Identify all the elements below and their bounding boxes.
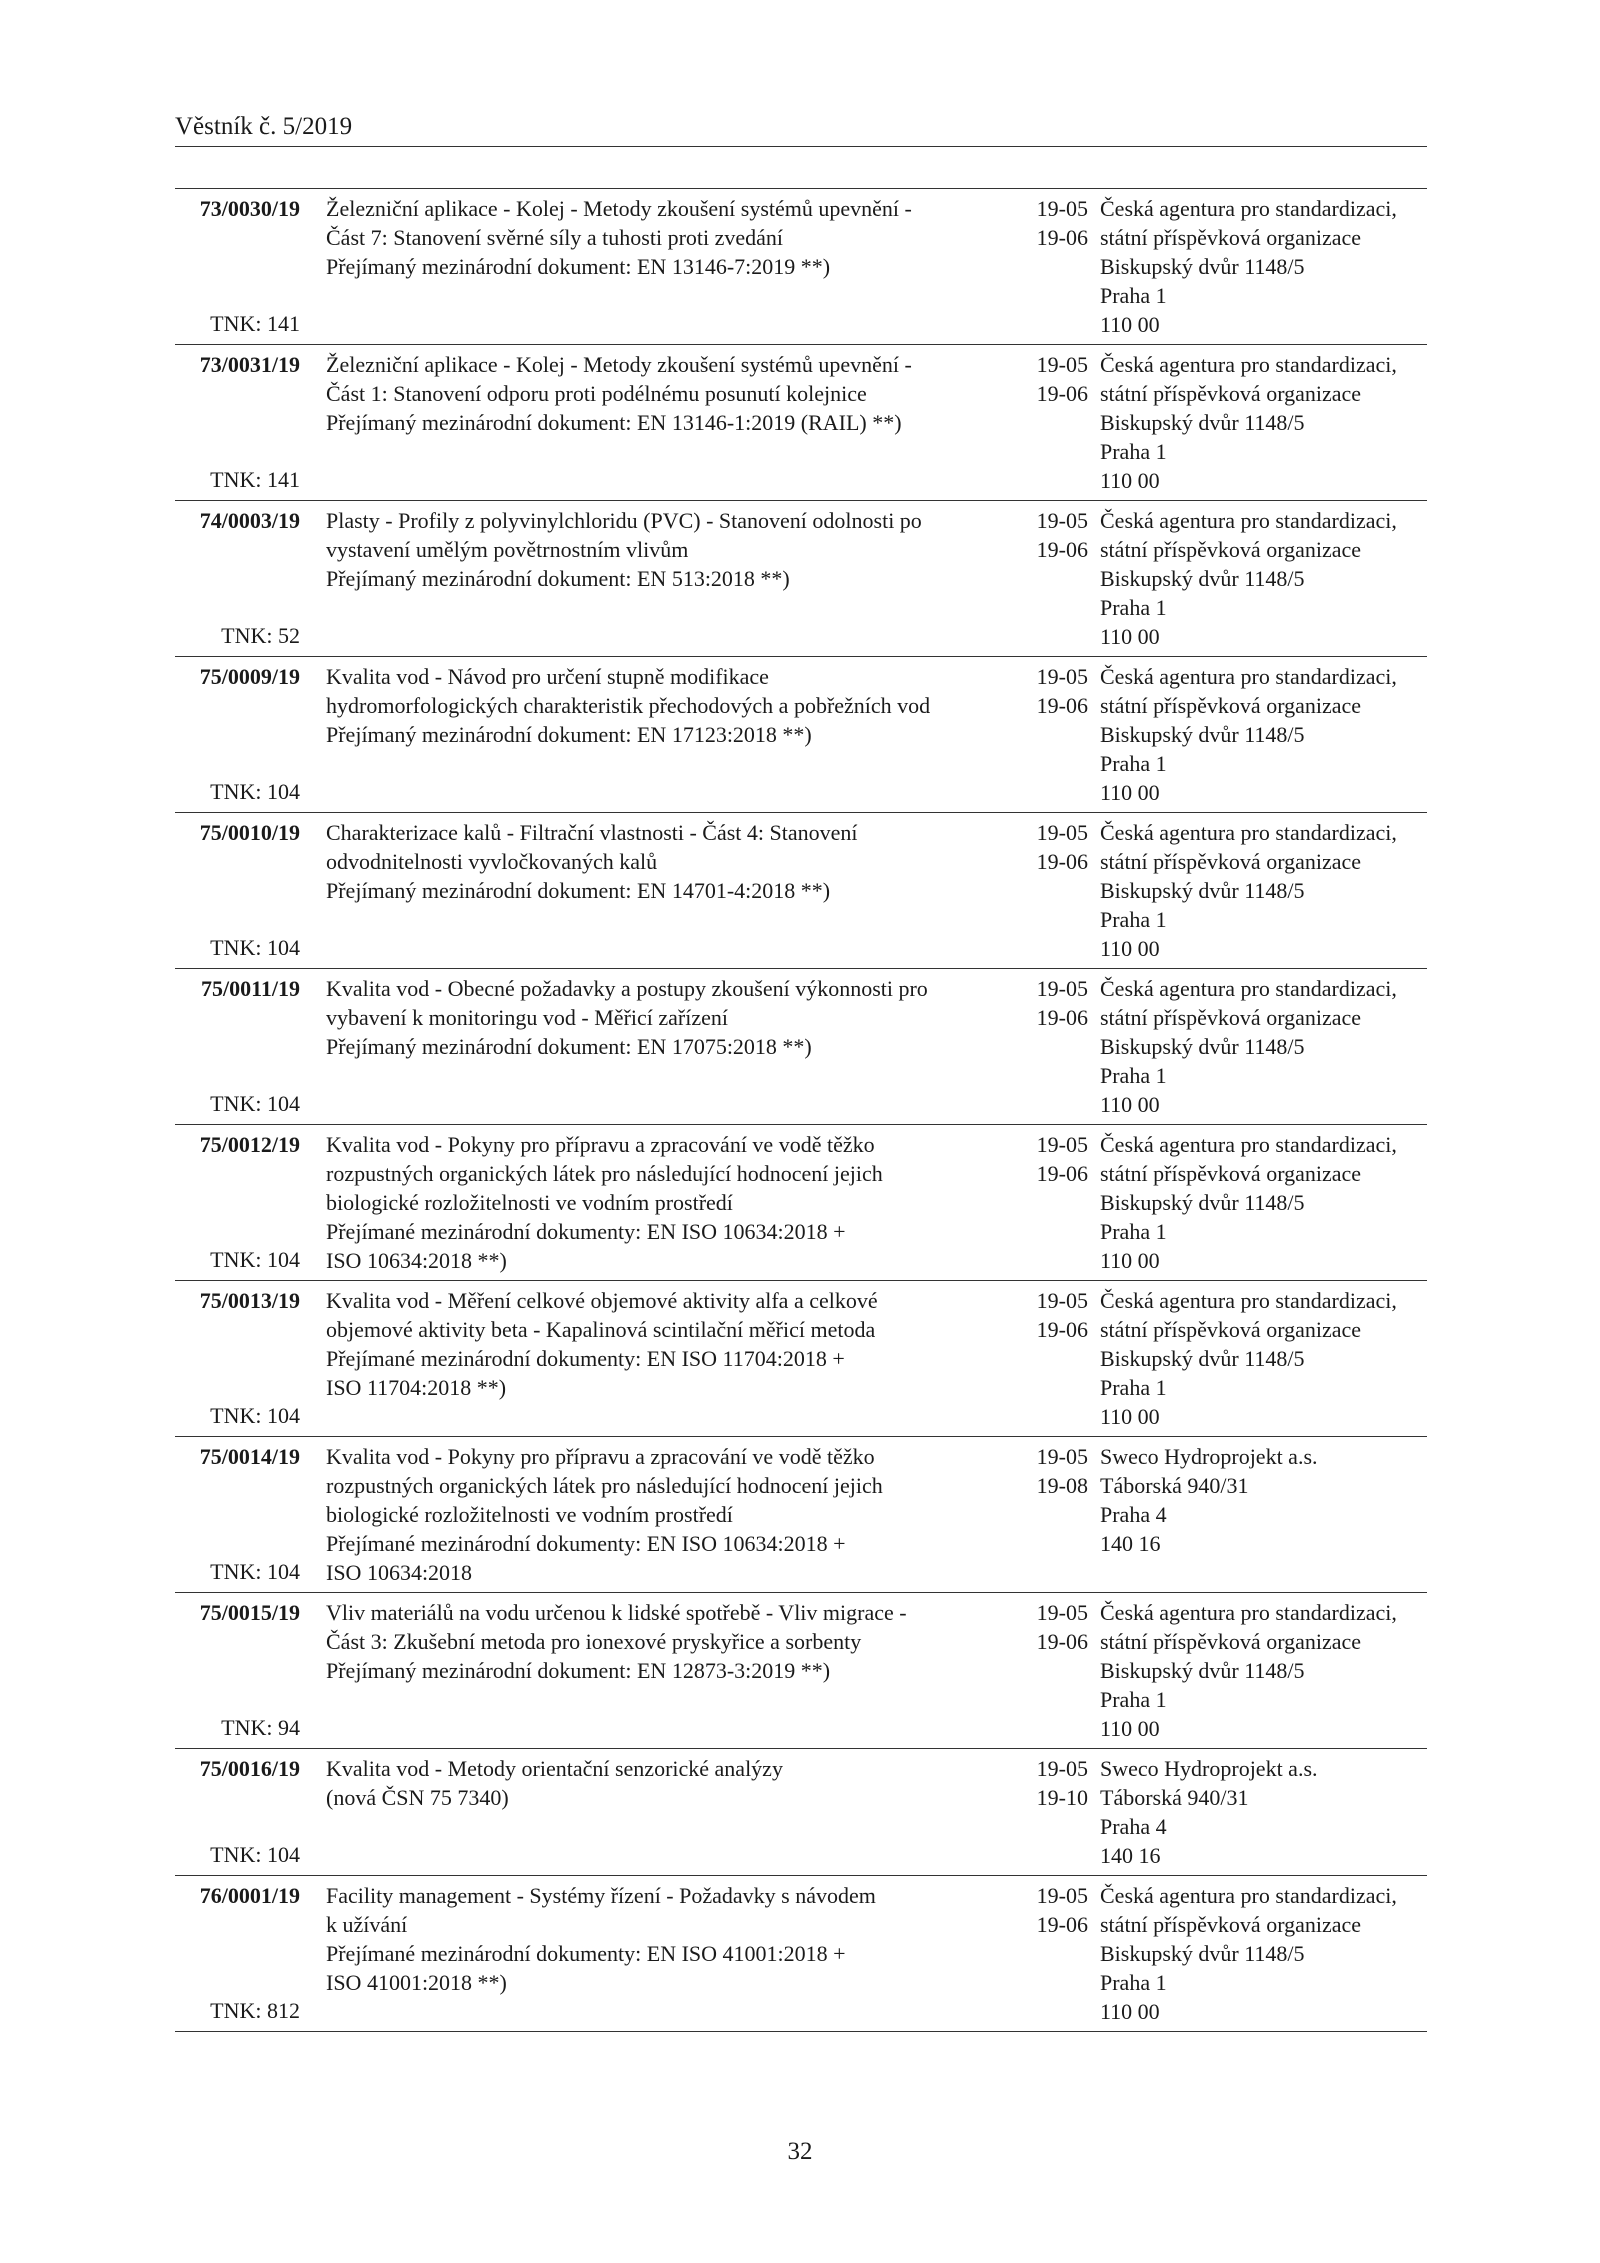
processor-organization	[1100, 974, 1430, 1119]
org-line: 110 00	[1100, 1092, 1160, 1117]
title-line: ISO 10634:2018 **)	[326, 1248, 507, 1273]
processor-organization	[1100, 1598, 1430, 1743]
title-line: (nová ČSN 75 7340)	[326, 1785, 509, 1810]
dates	[1008, 662, 1088, 720]
tnk-number: TNK: 94	[221, 1715, 300, 1740]
table-row	[175, 1593, 1427, 1749]
dates	[1008, 194, 1088, 252]
processor-organization	[1100, 1754, 1430, 1870]
title-line: Charakterizace kalů - Filtrační vlastnosti - Část 4: Stanovení	[326, 820, 858, 845]
dates	[1008, 1130, 1088, 1188]
title-line: biologické rozložitelnosti ve vodním prostředí	[326, 1190, 733, 1215]
standard-number: 75/0014/19	[199, 1444, 300, 1469]
org-line: Česká agentura pro standardizaci,	[1100, 352, 1397, 377]
title-line: Železniční aplikace - Kolej - Metody zkoušení systémů upevnění -	[326, 196, 912, 221]
title-line: biologické rozložitelnosti ve vodním prostředí	[326, 1502, 733, 1527]
org-line: 110 00	[1100, 624, 1160, 649]
dates	[1008, 506, 1088, 564]
org-line: státní příspěvková organizace	[1100, 693, 1362, 718]
org-line: Česká agentura pro standardizaci,	[1100, 1132, 1397, 1157]
title-line: Přejímaný mezinárodní dokument: EN 14701-4:2018 **)	[326, 878, 831, 903]
table-row	[175, 189, 1427, 345]
title-line: Přejímaný mezinárodní dokument: EN 17075:2018 **)	[326, 1034, 812, 1059]
date-line: 19-06	[1036, 1005, 1088, 1030]
org-line: Praha 1	[1100, 1063, 1167, 1088]
org-line: Praha 4	[1100, 1814, 1167, 1839]
tnk-number: TNK: 104	[210, 1559, 300, 1584]
date-line: 19-06	[1036, 381, 1088, 406]
table-row	[175, 657, 1427, 813]
title-line: Část 3: Zkušební metoda pro ionexové pryskyřice a sorbenty	[326, 1629, 862, 1654]
table-row	[175, 1125, 1427, 1281]
tnk-number: TNK: 104	[210, 1247, 300, 1272]
title-line: vybavení k monitoringu vod - Měřicí zařízení	[326, 1005, 728, 1030]
standard-number: 75/0010/19	[199, 820, 300, 845]
title-line: Přejímané mezinárodní dokumenty: EN ISO 11704:2018 +	[326, 1346, 845, 1371]
org-line: Biskupský dvůr 1148/5	[1100, 1941, 1305, 1966]
title-line: Facility management - Systémy řízení - Požadavky s návodem	[326, 1883, 876, 1908]
dates	[1008, 350, 1088, 408]
org-line: státní příspěvková organizace	[1100, 537, 1362, 562]
org-line: Sweco Hydroprojekt a.s.	[1100, 1444, 1318, 1469]
standards-table	[175, 188, 1427, 2032]
org-line: Česká agentura pro standardizaci,	[1100, 1600, 1397, 1625]
org-line: Česká agentura pro standardizaci,	[1100, 196, 1397, 221]
title-line: odvodnitelnosti vyvločkovaných kalů	[326, 849, 658, 874]
page-header: Věstník č. 5/2019	[175, 113, 353, 140]
org-line: Praha 1	[1100, 439, 1167, 464]
date-line: 19-05	[1036, 1883, 1088, 1908]
standard-number: 75/0013/19	[199, 1288, 300, 1313]
processor-organization	[1100, 1442, 1430, 1558]
standard-number: 75/0009/19	[199, 664, 300, 689]
org-line: státní příspěvková organizace	[1100, 1912, 1362, 1937]
title-line: Část 1: Stanovení odporu proti podélnému posunutí kolejnice	[326, 381, 867, 406]
date-line: 19-05	[1036, 1288, 1088, 1313]
org-line: Praha 1	[1100, 1219, 1167, 1244]
dates	[1008, 1598, 1088, 1656]
org-line: Praha 1	[1100, 1375, 1167, 1400]
processor-organization	[1100, 506, 1430, 651]
date-line: 19-06	[1036, 537, 1088, 562]
title-line: rozpustných organických látek pro následující hodnocení jejich	[326, 1161, 883, 1186]
standard-number: 75/0012/19	[199, 1132, 300, 1157]
tnk-number: TNK: 104	[210, 935, 300, 960]
org-line: Biskupský dvůr 1148/5	[1100, 1034, 1305, 1059]
processor-organization	[1100, 194, 1430, 339]
title-line: rozpustných organických látek pro následující hodnocení jejich	[326, 1473, 883, 1498]
org-line: Česká agentura pro standardizaci,	[1100, 664, 1397, 689]
processor-organization	[1100, 818, 1430, 963]
title-line: k užívání	[326, 1912, 408, 1937]
standard-number: 76/0001/19	[199, 1883, 300, 1908]
date-line: 19-06	[1036, 225, 1088, 250]
date-line: 19-06	[1036, 1912, 1088, 1937]
org-line: státní příspěvková organizace	[1100, 1317, 1362, 1342]
org-line: Biskupský dvůr 1148/5	[1100, 410, 1305, 435]
org-line: Biskupský dvůr 1148/5	[1100, 722, 1305, 747]
org-line: Praha 1	[1100, 907, 1167, 932]
table-row	[175, 813, 1427, 969]
table-row	[175, 501, 1427, 657]
table-row	[175, 1281, 1427, 1437]
dates	[1008, 1754, 1088, 1812]
title-line: Přejímaný mezinárodní dokument: EN 513:2018 **)	[326, 566, 790, 591]
org-line: 110 00	[1100, 468, 1160, 493]
table-row	[175, 1876, 1427, 2032]
org-line: Česká agentura pro standardizaci,	[1100, 976, 1397, 1001]
org-line: 110 00	[1100, 1404, 1160, 1429]
org-line: Česká agentura pro standardizaci,	[1100, 508, 1397, 533]
title-line: ISO 10634:2018	[326, 1560, 473, 1585]
org-line: Praha 4	[1100, 1502, 1167, 1527]
dates	[1008, 1442, 1088, 1500]
processor-organization	[1100, 350, 1430, 495]
title-line: Železniční aplikace - Kolej - Metody zkoušení systémů upevnění -	[326, 352, 912, 377]
dates	[1008, 1881, 1088, 1939]
date-line: 19-05	[1036, 1444, 1088, 1469]
tnk-number: TNK: 104	[210, 779, 300, 804]
date-line: 19-06	[1036, 1161, 1088, 1186]
processor-organization	[1100, 1286, 1430, 1431]
title-line: Kvalita vod - Metody orientační senzorické analýzy	[326, 1756, 783, 1781]
org-line: Sweco Hydroprojekt a.s.	[1100, 1756, 1318, 1781]
title-line: Přejímaný mezinárodní dokument: EN 13146-7:2019 **)	[326, 254, 831, 279]
title-line: vystavení umělým povětrnostním vlivům	[326, 537, 689, 562]
tnk-number: TNK: 52	[221, 623, 300, 648]
title-line: Kvalita vod - Návod pro určení stupně modifikace	[326, 664, 769, 689]
org-line: Biskupský dvůr 1148/5	[1100, 1658, 1305, 1683]
table-row	[175, 345, 1427, 501]
tnk-number: TNK: 141	[210, 467, 300, 492]
title-line: Kvalita vod - Pokyny pro přípravu a zpracování ve vodě těžko	[326, 1444, 875, 1469]
tnk-number: TNK: 812	[210, 1998, 300, 2023]
title-line: Přejímané mezinárodní dokumenty: EN ISO 10634:2018 +	[326, 1219, 846, 1244]
org-line: 110 00	[1100, 1716, 1160, 1741]
org-line: Praha 1	[1100, 1970, 1167, 1995]
title-line: Přejímané mezinárodní dokumenty: EN ISO 41001:2018 +	[326, 1941, 846, 1966]
org-line: státní příspěvková organizace	[1100, 1629, 1362, 1654]
title-line: Přejímaný mezinárodní dokument: EN 12873-3:2019 **)	[326, 1658, 831, 1683]
org-line: Praha 1	[1100, 751, 1167, 776]
standard-number: 75/0015/19	[199, 1600, 300, 1625]
org-line: Praha 1	[1100, 283, 1167, 308]
org-line: státní příspěvková organizace	[1100, 225, 1362, 250]
org-line: státní příspěvková organizace	[1100, 1005, 1362, 1030]
tnk-number: TNK: 104	[210, 1403, 300, 1428]
header-rule	[175, 146, 1427, 147]
date-line: 19-06	[1036, 1317, 1088, 1342]
date-line: 19-05	[1036, 352, 1088, 377]
date-line: 19-05	[1036, 1600, 1088, 1625]
org-line: Biskupský dvůr 1148/5	[1100, 1190, 1305, 1215]
tnk-number: TNK: 141	[210, 311, 300, 336]
org-line: Česká agentura pro standardizaci,	[1100, 820, 1397, 845]
standard-number: 74/0003/19	[199, 508, 300, 533]
title-line: Přejímané mezinárodní dokumenty: EN ISO 10634:2018 +	[326, 1531, 846, 1556]
org-line: Biskupský dvůr 1148/5	[1100, 254, 1305, 279]
date-line: 19-06	[1036, 693, 1088, 718]
org-line: 110 00	[1100, 780, 1160, 805]
date-line: 19-06	[1036, 849, 1088, 874]
title-line: ISO 41001:2018 **)	[326, 1970, 507, 1995]
dates	[1008, 974, 1088, 1032]
date-line: 19-05	[1036, 508, 1088, 533]
org-line: Česká agentura pro standardizaci,	[1100, 1288, 1397, 1313]
org-line: 140 16	[1100, 1843, 1161, 1868]
org-line: 140 16	[1100, 1531, 1161, 1556]
processor-organization	[1100, 662, 1430, 807]
title-line: objemové aktivity beta - Kapalinová scintilační měřicí metoda	[326, 1317, 876, 1342]
title-line: hydromorfologických charakteristik přechodových a pobřežních vod	[326, 693, 931, 718]
org-line: Biskupský dvůr 1148/5	[1100, 1346, 1305, 1371]
table-row	[175, 969, 1427, 1125]
table-row	[175, 1437, 1427, 1593]
org-line: Biskupský dvůr 1148/5	[1100, 566, 1305, 591]
title-line: Přejímaný mezinárodní dokument: EN 17123:2018 **)	[326, 722, 812, 747]
title-line: Kvalita vod - Obecné požadavky a postupy zkoušení výkonnosti pro	[326, 976, 928, 1001]
standard-number: 73/0030/19	[199, 196, 300, 221]
title-line: Plasty - Profily z polyvinylchloridu (PVC) - Stanovení odolnosti po	[326, 508, 922, 533]
table-row	[175, 1749, 1427, 1876]
title-line: Kvalita vod - Pokyny pro přípravu a zpracování ve vodě těžko	[326, 1132, 875, 1157]
org-line: Táborská 940/31	[1100, 1785, 1249, 1810]
date-line: 19-08	[1036, 1473, 1088, 1498]
date-line: 19-06	[1036, 1629, 1088, 1654]
title-line: Část 7: Stanovení svěrné síly a tuhosti proti zvedání	[326, 225, 784, 250]
date-line: 19-05	[1036, 196, 1088, 221]
standard-number: 75/0016/19	[199, 1756, 300, 1781]
title-line: ISO 11704:2018 **)	[326, 1375, 507, 1400]
org-line: 110 00	[1100, 312, 1160, 337]
org-line: 110 00	[1100, 936, 1160, 961]
dates	[1008, 1286, 1088, 1344]
date-line: 19-05	[1036, 1132, 1088, 1157]
date-line: 19-05	[1036, 976, 1088, 1001]
title-line: Přejímaný mezinárodní dokument: EN 13146-1:2019 (RAIL) **)	[326, 410, 902, 435]
date-line: 19-05	[1036, 820, 1088, 845]
standard-number: 75/0011/19	[200, 976, 300, 1001]
org-line: 110 00	[1100, 1248, 1160, 1273]
org-line: Česká agentura pro standardizaci,	[1100, 1883, 1397, 1908]
tnk-number: TNK: 104	[210, 1842, 300, 1867]
org-line: státní příspěvková organizace	[1100, 381, 1362, 406]
page-number: 32	[787, 2138, 813, 2165]
title-line: Vliv materiálů na vodu určenou k lidské spotřebě - Vliv migrace -	[326, 1600, 907, 1625]
org-line: Praha 1	[1100, 1687, 1167, 1712]
org-line: Praha 1	[1100, 595, 1167, 620]
dates	[1008, 818, 1088, 876]
org-line: 110 00	[1100, 1999, 1160, 2024]
date-line: 19-10	[1036, 1785, 1088, 1810]
standard-number: 73/0031/19	[199, 352, 300, 377]
org-line: Táborská 940/31	[1100, 1473, 1249, 1498]
org-line: Biskupský dvůr 1148/5	[1100, 878, 1305, 903]
processor-organization	[1100, 1130, 1430, 1275]
title-line: Kvalita vod - Měření celkové objemové aktivity alfa a celkové	[326, 1288, 878, 1313]
org-line: státní příspěvková organizace	[1100, 1161, 1362, 1186]
tnk-number: TNK: 104	[210, 1091, 300, 1116]
date-line: 19-05	[1036, 664, 1088, 689]
date-line: 19-05	[1036, 1756, 1088, 1781]
processor-organization	[1100, 1881, 1430, 2026]
org-line: státní příspěvková organizace	[1100, 849, 1362, 874]
